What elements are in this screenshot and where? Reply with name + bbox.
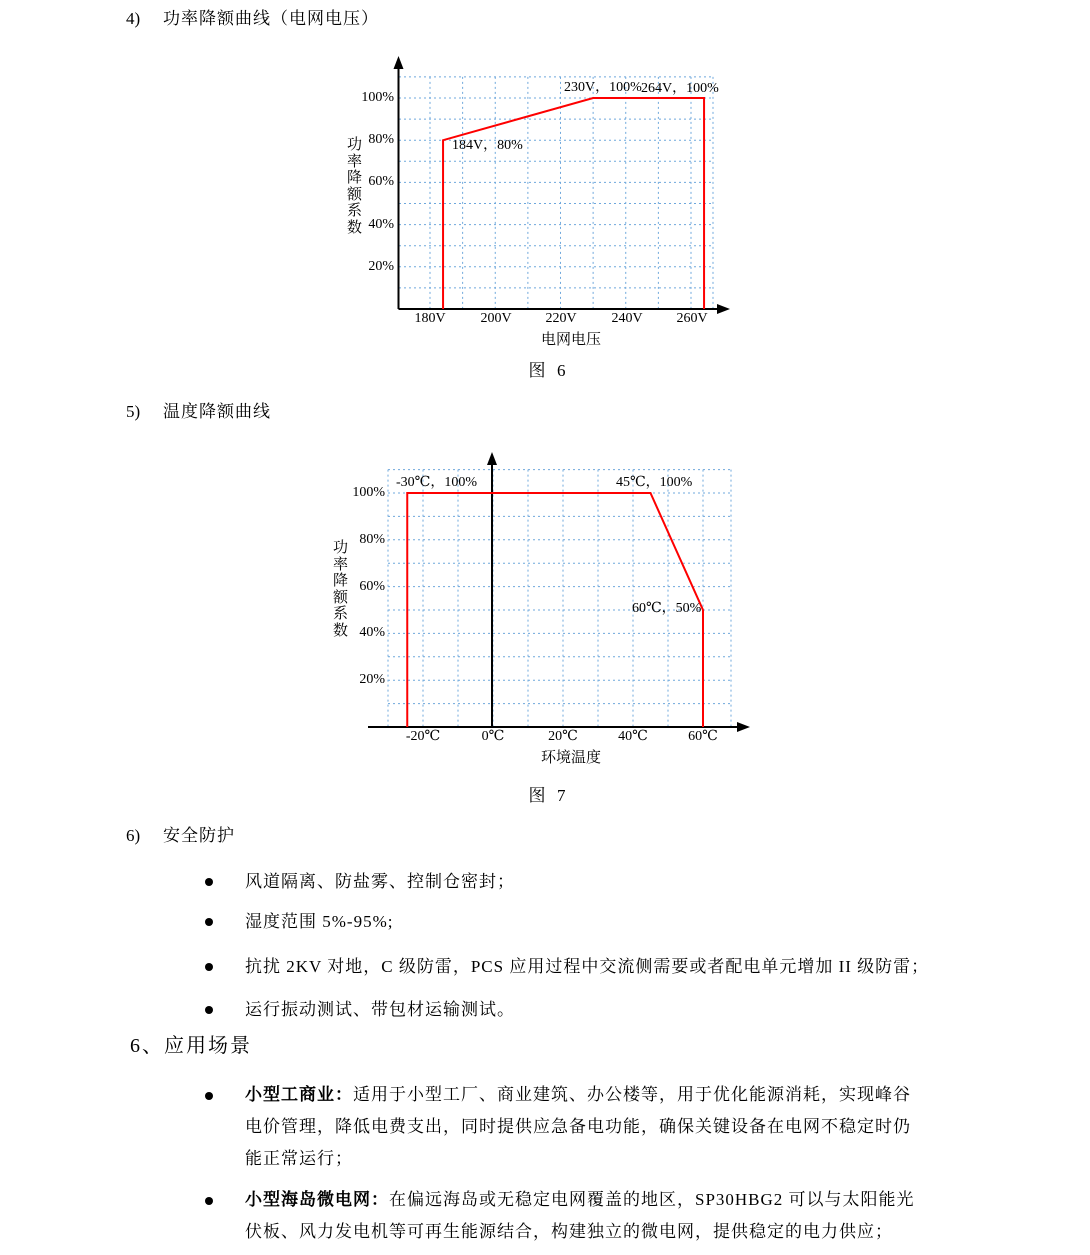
application-line: 电价管理，降低电费支出，同时提供应急备电功能，确保关键设备在电网不稳定时仍 (245, 1117, 911, 1136)
x-axis-tick: 200V (480, 311, 512, 326)
y-axis-tick: 100% (361, 90, 394, 105)
bullet-icon (205, 878, 213, 886)
x-axis-title: 电网电压 (540, 332, 601, 348)
x-axis-tick: 40℃ (618, 729, 648, 744)
section-6-heading: 6、应用场景 (130, 1035, 252, 1057)
item-5-number: 5) (126, 402, 141, 421)
data-point-label: 184V，80% (452, 138, 523, 153)
application-line-text: 适用于小型工厂、商业建筑、办公楼等，用于优化能源消耗，实现峰谷 (353, 1085, 911, 1104)
x-axis-tick: 60℃ (688, 729, 718, 744)
application-line: 伏板、风力发电机等可再生能源结合，构建独立的微电网，提供稳定的电力供应； (245, 1222, 893, 1241)
y-axis-tick: 60% (359, 579, 385, 594)
bullet-icon (205, 1092, 213, 1100)
bullet-icon (205, 963, 213, 971)
bullet-text (245, 1079, 945, 1175)
x-axis-tick: 240V (611, 311, 643, 326)
application-line-text: 在偏远海岛或无稳定电网覆盖的地区，SP30HBG2 可以与太阳能光 (389, 1190, 915, 1209)
item-4-title: 功率降额曲线（电网电压） (163, 9, 379, 28)
x-axis-tick: 260V (676, 311, 708, 326)
data-point-label: 60℃，50% (632, 601, 702, 616)
application-label: 小型海岛微电网： (245, 1190, 389, 1209)
bullet-text: 运行振动测试、带包材运输测试。 (245, 1000, 515, 1019)
x-axis-tick: 0℃ (481, 729, 505, 744)
y-axis-tick: 100% (352, 485, 385, 500)
bullet-text: 风道隔离、防盐雾、控制仓密封； (245, 872, 515, 891)
figure-7-caption: 图 7 (528, 786, 567, 805)
y-axis-tick: 80% (368, 132, 394, 147)
figure-6-caption: 图 6 (528, 361, 567, 380)
data-point-label: 45℃，100% (616, 475, 693, 490)
y-axis-tick: 20% (359, 672, 385, 687)
y-axis-title: 功率降额系数 (332, 540, 348, 639)
application-line (245, 1079, 945, 1111)
y-axis-tick: 60% (368, 174, 394, 189)
data-point-label: 264V，100% (641, 81, 719, 96)
bullet-icon (205, 1197, 213, 1205)
data-point-label: 230V，100% (564, 80, 642, 95)
x-axis-tick: 220V (545, 311, 577, 326)
x-axis-tick: 20℃ (548, 729, 578, 744)
bullet-text: 抗扰 2KV 对地，C 级防雷，PCS 应用过程中交流侧需要或者配电单元增加 II 级防雷； (245, 957, 930, 976)
item-6-title: 安全防护 (163, 826, 235, 845)
item-5-title: 温度降额曲线 (163, 402, 271, 421)
item-4-number: 4) (126, 9, 141, 28)
bullet-text (245, 1184, 945, 1248)
item-6-number: 6) (126, 826, 141, 845)
bullet-text: 湿度范围 5%-95%; (245, 912, 394, 931)
y-axis-title: 功率降额系数 (346, 137, 362, 236)
data-point-label: -30℃，100% (396, 475, 477, 490)
x-axis-tick: -20℃ (405, 729, 441, 744)
application-line (245, 1184, 945, 1216)
bullet-icon (205, 918, 213, 926)
x-axis-title: 环境温度 (540, 750, 601, 766)
bullet-icon (205, 1006, 213, 1014)
application-label: 小型工商业： (245, 1085, 353, 1104)
y-axis-tick: 20% (368, 259, 394, 274)
application-line: 能正常运行； (245, 1149, 353, 1168)
y-axis-tick: 80% (359, 532, 385, 547)
y-axis-tick: 40% (368, 217, 394, 232)
y-axis-tick: 40% (359, 625, 385, 640)
x-axis-tick: 180V (414, 311, 446, 326)
